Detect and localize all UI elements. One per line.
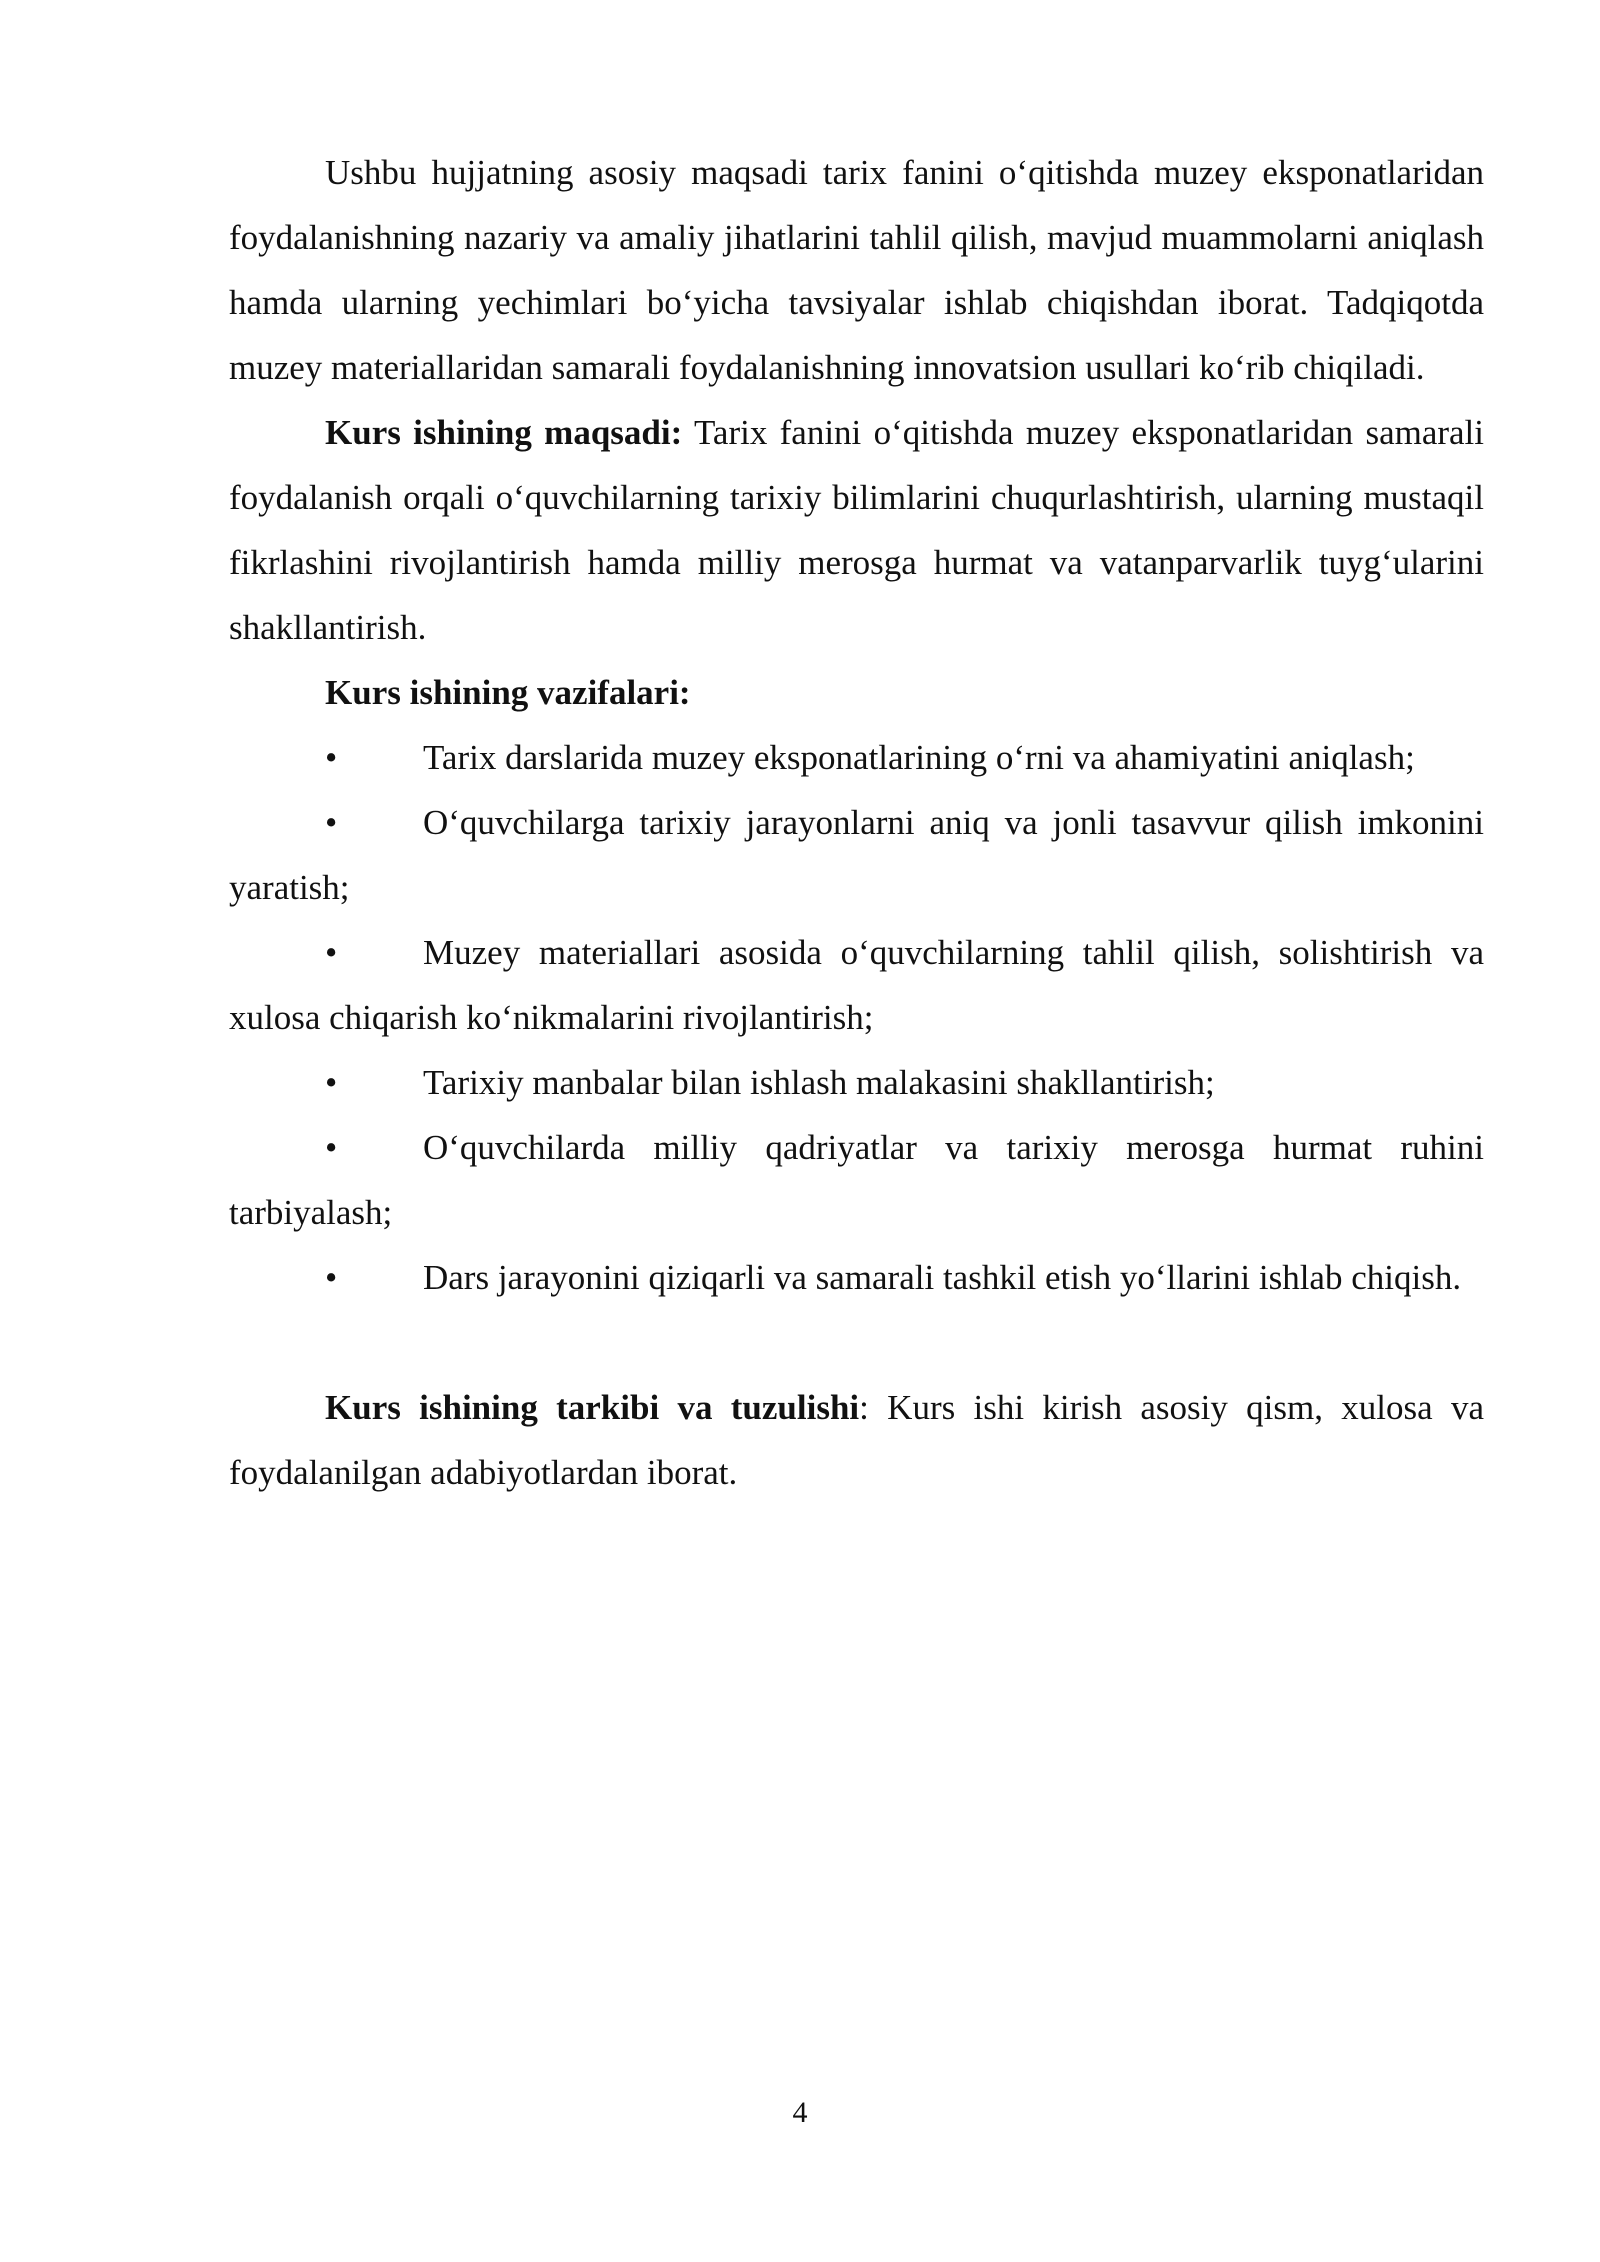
list-item (229, 790, 1484, 920)
list-item-text: O‘quvchilarga tarixiy jarayonlarni aniq va jonli tasavvur qilish imkonini yaratish; (229, 803, 1484, 907)
list-item-text: O‘quvchilarda milliy qadriyatlar va tarixiy merosga hurmat ruhini tarbiyalash; (229, 1128, 1484, 1232)
goal-paragraph (229, 400, 1484, 660)
bullet-icon: • (325, 803, 338, 842)
intro-paragraph: Ushbu hujjatning asosiy maqsadi tarix fanini o‘qitishda muzey eksponatlaridan foydalanishning nazariy va amaliy jihatlarini tahlil qilish, mavjud muammolarni aniqlash hamda ularning yechimlari bo‘yicha tavsiyalar ishlab chiqishdan iborat. Tadqiqotda muzey materiallaridan samarali foydalanishning innovatsion usullari ko‘rib chiqiladi. (229, 153, 1484, 387)
goal-text: Tarix fanini o‘qitishda muzey eksponatlaridan samarali foydalanish orqali o‘quvchilarning tarixiy bilimlarini chuqurlashtirish, ularning mustaqil fikrlashini rivojlantirish hamda milliy merosga hurmat va vatanparvarlik tuyg‘ularini shakllantirish. (229, 413, 1484, 647)
list-item-text: Dars jarayonini qiziqarli va samarali tashkil etish yo‘llarini ishlab chiqish. (423, 1258, 1462, 1297)
list-item-text: Tarixiy manbalar bilan ishlash malakasini shakllantirish; (423, 1063, 1215, 1102)
list-item (229, 920, 1484, 1050)
page-body (229, 140, 1484, 1505)
structure-text: : Kurs ishi kirish asosiy qism, xulosa va foydalanilgan adabiyotlardan iborat. (229, 1388, 1484, 1492)
bullet-icon: • (325, 738, 338, 777)
goal-label: Kurs ishining maqsadi: (325, 413, 683, 452)
list-item (229, 1245, 1484, 1310)
blank-line (229, 1310, 1484, 1375)
page-number: 4 (792, 2096, 808, 2129)
bullet-icon: • (325, 933, 338, 972)
tasks-list (229, 725, 1484, 1310)
tasks-heading: Kurs ishining vazifalari: (325, 673, 691, 712)
list-item (229, 1115, 1484, 1245)
structure-label: Kurs ishining tarkibi va tuzulishi (325, 1388, 860, 1427)
list-item (229, 725, 1484, 790)
list-item-text: Tarix darslarida muzey eksponatlarining o‘rni va ahamiyatini aniqlash; (423, 738, 1415, 777)
bullet-icon: • (325, 1128, 338, 1167)
structure-paragraph (229, 1375, 1484, 1505)
list-item (229, 1050, 1484, 1115)
list-item-text: Muzey materiallari asosida o‘quvchilarning tahlil qilish, solishtirish va xulosa chiqarish ko‘nikmalarini rivojlantirish; (229, 933, 1484, 1037)
bullet-icon: • (325, 1258, 338, 1297)
bullet-icon: • (325, 1063, 338, 1102)
